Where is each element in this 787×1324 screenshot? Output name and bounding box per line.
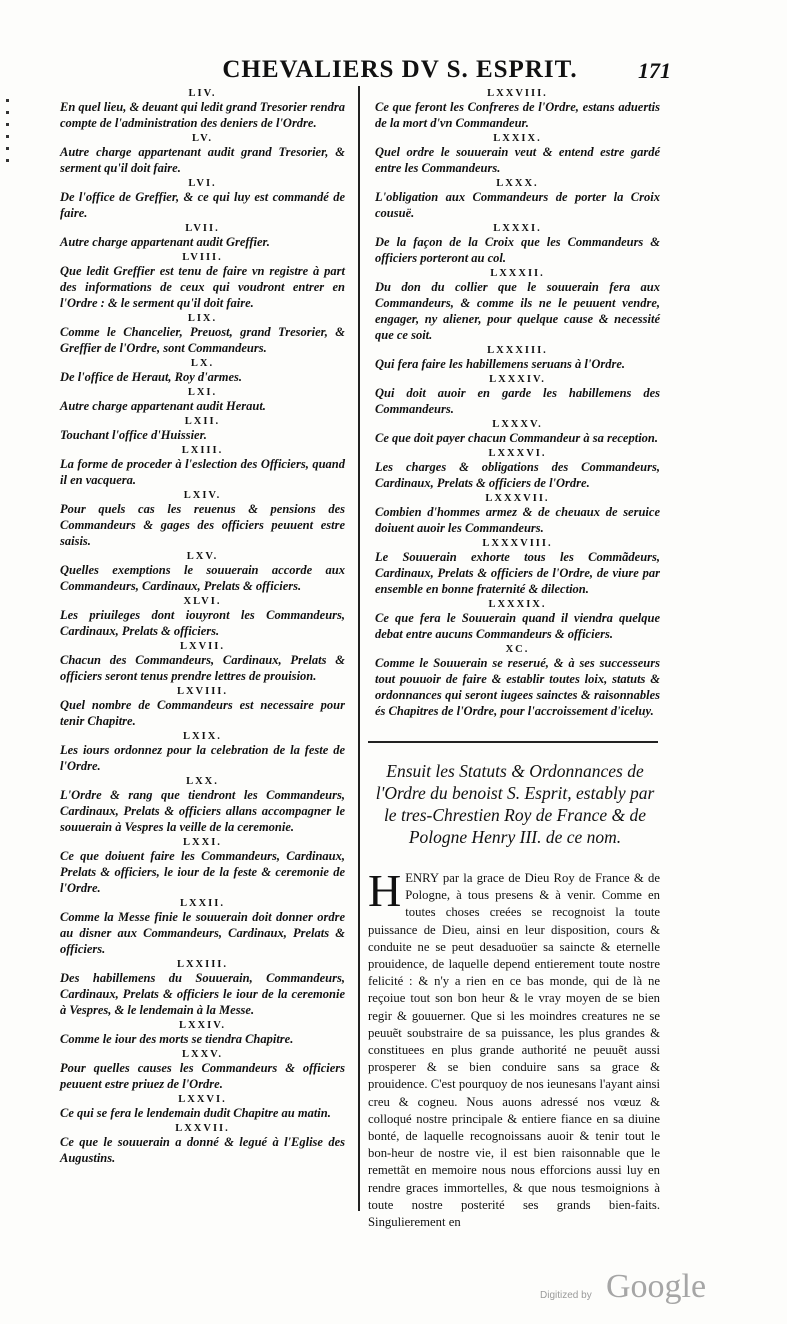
entry-number: LXI.: [187, 387, 218, 398]
table-entry: [60, 313, 345, 356]
entry-text: Les charges & obligations des Commandeurs, Cardinaux, Prelats & officiers de l'Ordre.: [375, 460, 660, 490]
table-entry: [60, 387, 345, 414]
entry-text: Ce que doiuent faire les Commandeurs, Cardinaux, Prelats & officiers, le iour de la feste & ceremonie de l'Ordre.: [60, 849, 345, 895]
entry-text: L'Ordre & rang que tiendront les Commandeurs, Cardinaux, Prelats & officiers allans accompagner le souuerain à Vespres la veille de la ceremonie.: [60, 788, 345, 834]
table-entry: [60, 252, 345, 311]
entry-number: LXXX.: [496, 178, 539, 189]
entry-number: LXXXV.: [492, 419, 543, 430]
entry-text: Autre charge appartenant audit grand Tresorier, & serment qu'il doit faire.: [60, 145, 345, 175]
entry-text: Quel nombre de Commandeurs est necessaire pour tenir Chapitre.: [60, 698, 345, 728]
entry-number: XLVI.: [183, 596, 222, 607]
drop-cap: H: [368, 865, 402, 916]
entry-number: LXXXIV.: [489, 374, 546, 385]
column-divider: [358, 86, 360, 1211]
table-entry: [60, 776, 345, 835]
entry-number: LXXIX.: [493, 133, 542, 144]
page-number: 171: [638, 58, 671, 83]
table-entry: [60, 731, 345, 774]
table-entry: [60, 686, 345, 729]
table-entry: [60, 959, 345, 1018]
entry-number: LXIV.: [183, 490, 222, 501]
entry-text: Quel ordre le souuerain veut & entend estre gardé entre les Commandeurs.: [375, 145, 660, 175]
table-entry: [60, 223, 345, 250]
entry-text: Du don du collier que le souuerain fera aux Commandeurs, & comme ils ne le peuuent vendre, engager, ny aliener, pour quelque cause & necessité que ce soit.: [375, 280, 660, 342]
table-entry: [60, 1049, 345, 1092]
entry-text: Pour quelles causes les Commandeurs & officiers peuuent estre priuez de l'Ordre.: [60, 1061, 345, 1091]
entry-number: LX.: [190, 358, 215, 369]
entry-number: LXX.: [186, 776, 219, 787]
entry-text: Ce que fera le Souuerain quand il viendra quelque debat entre aucuns Commandeurs & officiers.: [375, 611, 660, 641]
entry-text: Comme le Souuerain se reserué, & à ses successeurs tout pouuoir de faire & establir toutes loix, statuts & ordonnances qui seront iugees sainctes & raisonnables és Chapitres de l'Ordre, pour l'accroissement d'iceluy.: [375, 656, 660, 718]
entry-number: LVII.: [185, 223, 220, 234]
entry-number: LVI.: [188, 178, 217, 189]
entry-number: LXV.: [186, 551, 219, 562]
table-entry: [375, 345, 660, 372]
entry-text: Ce que le souuerain a donné & legué à l'Eglise des Augustins.: [60, 1135, 345, 1165]
table-entry: [60, 133, 345, 176]
table-entry: [60, 358, 345, 385]
entry-number: LVIII.: [182, 252, 223, 263]
table-entry: [375, 448, 660, 491]
entry-text: Les iours ordonnez pour la celebration de la feste de l'Ordre.: [60, 743, 345, 773]
entry-text: Chacun des Commandeurs, Cardinaux, Prelats & officiers seront tenus prendre lettres de prouision.: [60, 653, 345, 683]
table-entry: [375, 374, 660, 417]
table-entry: [375, 133, 660, 176]
table-entry: [60, 178, 345, 221]
entry-text: En quel lieu, & deuant qui ledit grand Tresorier rendra compte de l'administration des deniers de l'Ordre.: [60, 100, 345, 130]
entry-text: Que ledit Greffier est tenu de faire vn registre à part des informations de ceux qui voudront entrer en l'Ordre : & le serment qu'il doit faire.: [60, 264, 345, 310]
table-entry: [60, 837, 345, 896]
entry-text: Des habillemens du Souuerain, Commandeurs, Cardinaux, Prelats & officiers le iour de la ceremonie à Vespres, & le lendemain à la Messe.: [60, 971, 345, 1017]
table-entry: [60, 1094, 345, 1121]
table-entry: [60, 1020, 345, 1047]
entry-text: Comme la Messe finie le souuerain doit donner ordre au disner aux Commandeurs, Cardinaux, Prelats & officiers.: [60, 910, 345, 956]
entry-number: XC.: [505, 644, 530, 655]
entry-text: Les priuileges dont iouyront les Commandeurs, Cardinaux, Prelats & officiers.: [60, 608, 345, 638]
entry-number: LXXVII.: [175, 1123, 230, 1134]
entry-number: LXXII.: [180, 898, 225, 909]
entry-number: LXIX.: [183, 731, 222, 742]
entry-text: De la façon de la Croix que les Commandeurs & officiers porteront au col.: [375, 235, 660, 265]
left-column: [60, 86, 345, 1167]
table-entry: [375, 493, 660, 536]
table-entry: [60, 1123, 345, 1166]
entry-number: LXXV.: [181, 1049, 224, 1060]
entry-number: LXXXVII.: [485, 493, 550, 504]
table-entry: [375, 178, 660, 221]
entry-number: LXVIII.: [176, 686, 229, 697]
entry-text: Pour quels cas les reuenus & pensions des Commandeurs & gages des officiers peuuent estre saisis.: [60, 502, 345, 548]
digitized-label: Digitized by: [540, 1290, 592, 1301]
entry-text: Comme le Chancelier, Preuost, grand Tresorier, & Greffier de l'Ordre, sont Commandeurs.: [60, 325, 345, 355]
entry-number: LIX.: [187, 313, 218, 324]
entry-text: Qui doit auoir en garde les habillemens des Commandeurs.: [375, 386, 660, 416]
section-rule: [368, 741, 658, 743]
entry-number: LXXXVIII.: [482, 538, 553, 549]
section-title: Ensuit les Statuts & Ordonnances de l'Ordre du benoist S. Esprit, estably par le tres-Chrestien Roy de France & de Pologne Henry III. de ce nom.: [375, 761, 655, 847]
entry-number: LXIII.: [181, 445, 224, 456]
entry-number: LXXIV.: [178, 1020, 227, 1031]
table-entry: [60, 596, 345, 639]
entry-text: Ce que feront les Confreres de l'Ordre, estans aduertis de la mort d'vn Commandeur.: [375, 100, 660, 130]
table-entry: [375, 88, 660, 131]
entry-number: LXXXI.: [493, 223, 542, 234]
entry-number: LXXXIX.: [488, 599, 547, 610]
table-entry: [375, 599, 660, 642]
statute-body: [368, 865, 660, 1231]
google-watermark: Google: [606, 1268, 707, 1305]
entry-number: LXXVIII.: [487, 88, 548, 99]
table-entry: [375, 538, 660, 597]
entry-text: Touchant l'office d'Huissier.: [60, 428, 207, 442]
entry-number: LXXVI.: [178, 1094, 227, 1105]
table-entry: [60, 416, 345, 443]
table-entry: [375, 268, 660, 343]
entry-text: De l'office de Greffier, & ce qui luy est commandé de faire.: [60, 190, 345, 220]
entry-text: Qui fera faire les habillemens seruans à l'Ordre.: [375, 357, 626, 371]
table-entry: [375, 419, 660, 446]
statute-text: ENRY par la grace de Dieu Roy de France & de Pologne, à tous presens & à venir. Comme en toutes choses creées se recognoist la toute puissance de Dieu, ainsi en leur disposition, cours & conduite ne se peut desaduoüer sa saincte & eternelle prouidence, de laquelle depend entierement toute nostre felicité : & n'y a rien en ce bas monde, qui de là ne reçoiue tout son bon heur & le vray moyen de se bien regir & gouuerner. Que si les moindres creatures ne se peuuẽt soubstraire de sa puissance, les plus grandes & constituees en plus grande authorité ne peuuẽt aussi prosperer & se bien conduire sans sa grace & prouidence. C'est pourquoy de nos ieunesans l'ayant ainsi creu & cogneu. Nous auons adressé nos vœuz & colloqué nostre principale & entiere fiance en sa diuine bonté, de laquelle recognoissans auoir & tenir tout le bon-heur de nostre vie, il est bien raisonnable que le remettãt en memoire nous nous efforcions aussi luy en rendre graces immortelles, & que nous tesmoignions à toute nostre posterité ses grands bien-faits. Singulierement en: [368, 871, 660, 1230]
entry-text: Autre charge appartenant audit Greffier.: [60, 235, 270, 249]
entry-text: Le Souuerain exhorte tous les Commãdeurs, Cardinaux, Prelats & officiers de l'Ordre, de viure par ensemble en bonne fraternité & dilection.: [375, 550, 660, 596]
table-entry: [375, 223, 660, 266]
right-column: [375, 86, 660, 720]
entry-number: LXXXVI.: [488, 448, 547, 459]
entry-number: LXXIII.: [176, 959, 229, 970]
entry-number: LXXXIII.: [487, 345, 548, 356]
entry-number: LV.: [192, 133, 213, 144]
entry-number: LXII.: [184, 416, 221, 427]
entry-text: L'obligation aux Commandeurs de porter la Croix cousuë.: [375, 190, 660, 220]
table-entry: [60, 551, 345, 594]
entry-number: LIV.: [188, 88, 217, 99]
entry-number: LXVII.: [180, 641, 225, 652]
table-entry: [60, 641, 345, 684]
entry-text: Combien d'hommes armez & de cheuaux de seruice doiuent auoir les Commandeurs.: [375, 505, 660, 535]
entry-text: De l'office de Heraut, Roy d'armes.: [60, 370, 243, 384]
entry-text: Ce que doit payer chacun Commandeur à sa reception.: [375, 431, 658, 445]
entry-text: Ce qui se fera le lendemain dudit Chapitre au matin.: [60, 1106, 331, 1120]
entry-text: Autre charge appartenant audit Heraut.: [60, 399, 266, 413]
table-entry: [60, 88, 345, 131]
table-entry: [375, 644, 660, 719]
entry-text: Quelles exemptions le souuerain accorde aux Commandeurs, Cardinaux, Prelats & officiers.: [60, 563, 345, 593]
margin-marks: [0, 90, 22, 170]
entry-text: Comme le iour des morts se tiendra Chapitre.: [60, 1032, 294, 1046]
table-entry: [60, 445, 345, 488]
entry-text: La forme de proceder à l'eslection des Officiers, quand il en vacquera.: [60, 457, 345, 487]
table-entry: [60, 490, 345, 549]
entry-number: LXXI.: [183, 837, 222, 848]
entry-number: LXXXII.: [490, 268, 545, 279]
running-header: CHEVALIERS DV S. ESPRIT.: [222, 56, 578, 83]
table-entry: [60, 898, 345, 957]
